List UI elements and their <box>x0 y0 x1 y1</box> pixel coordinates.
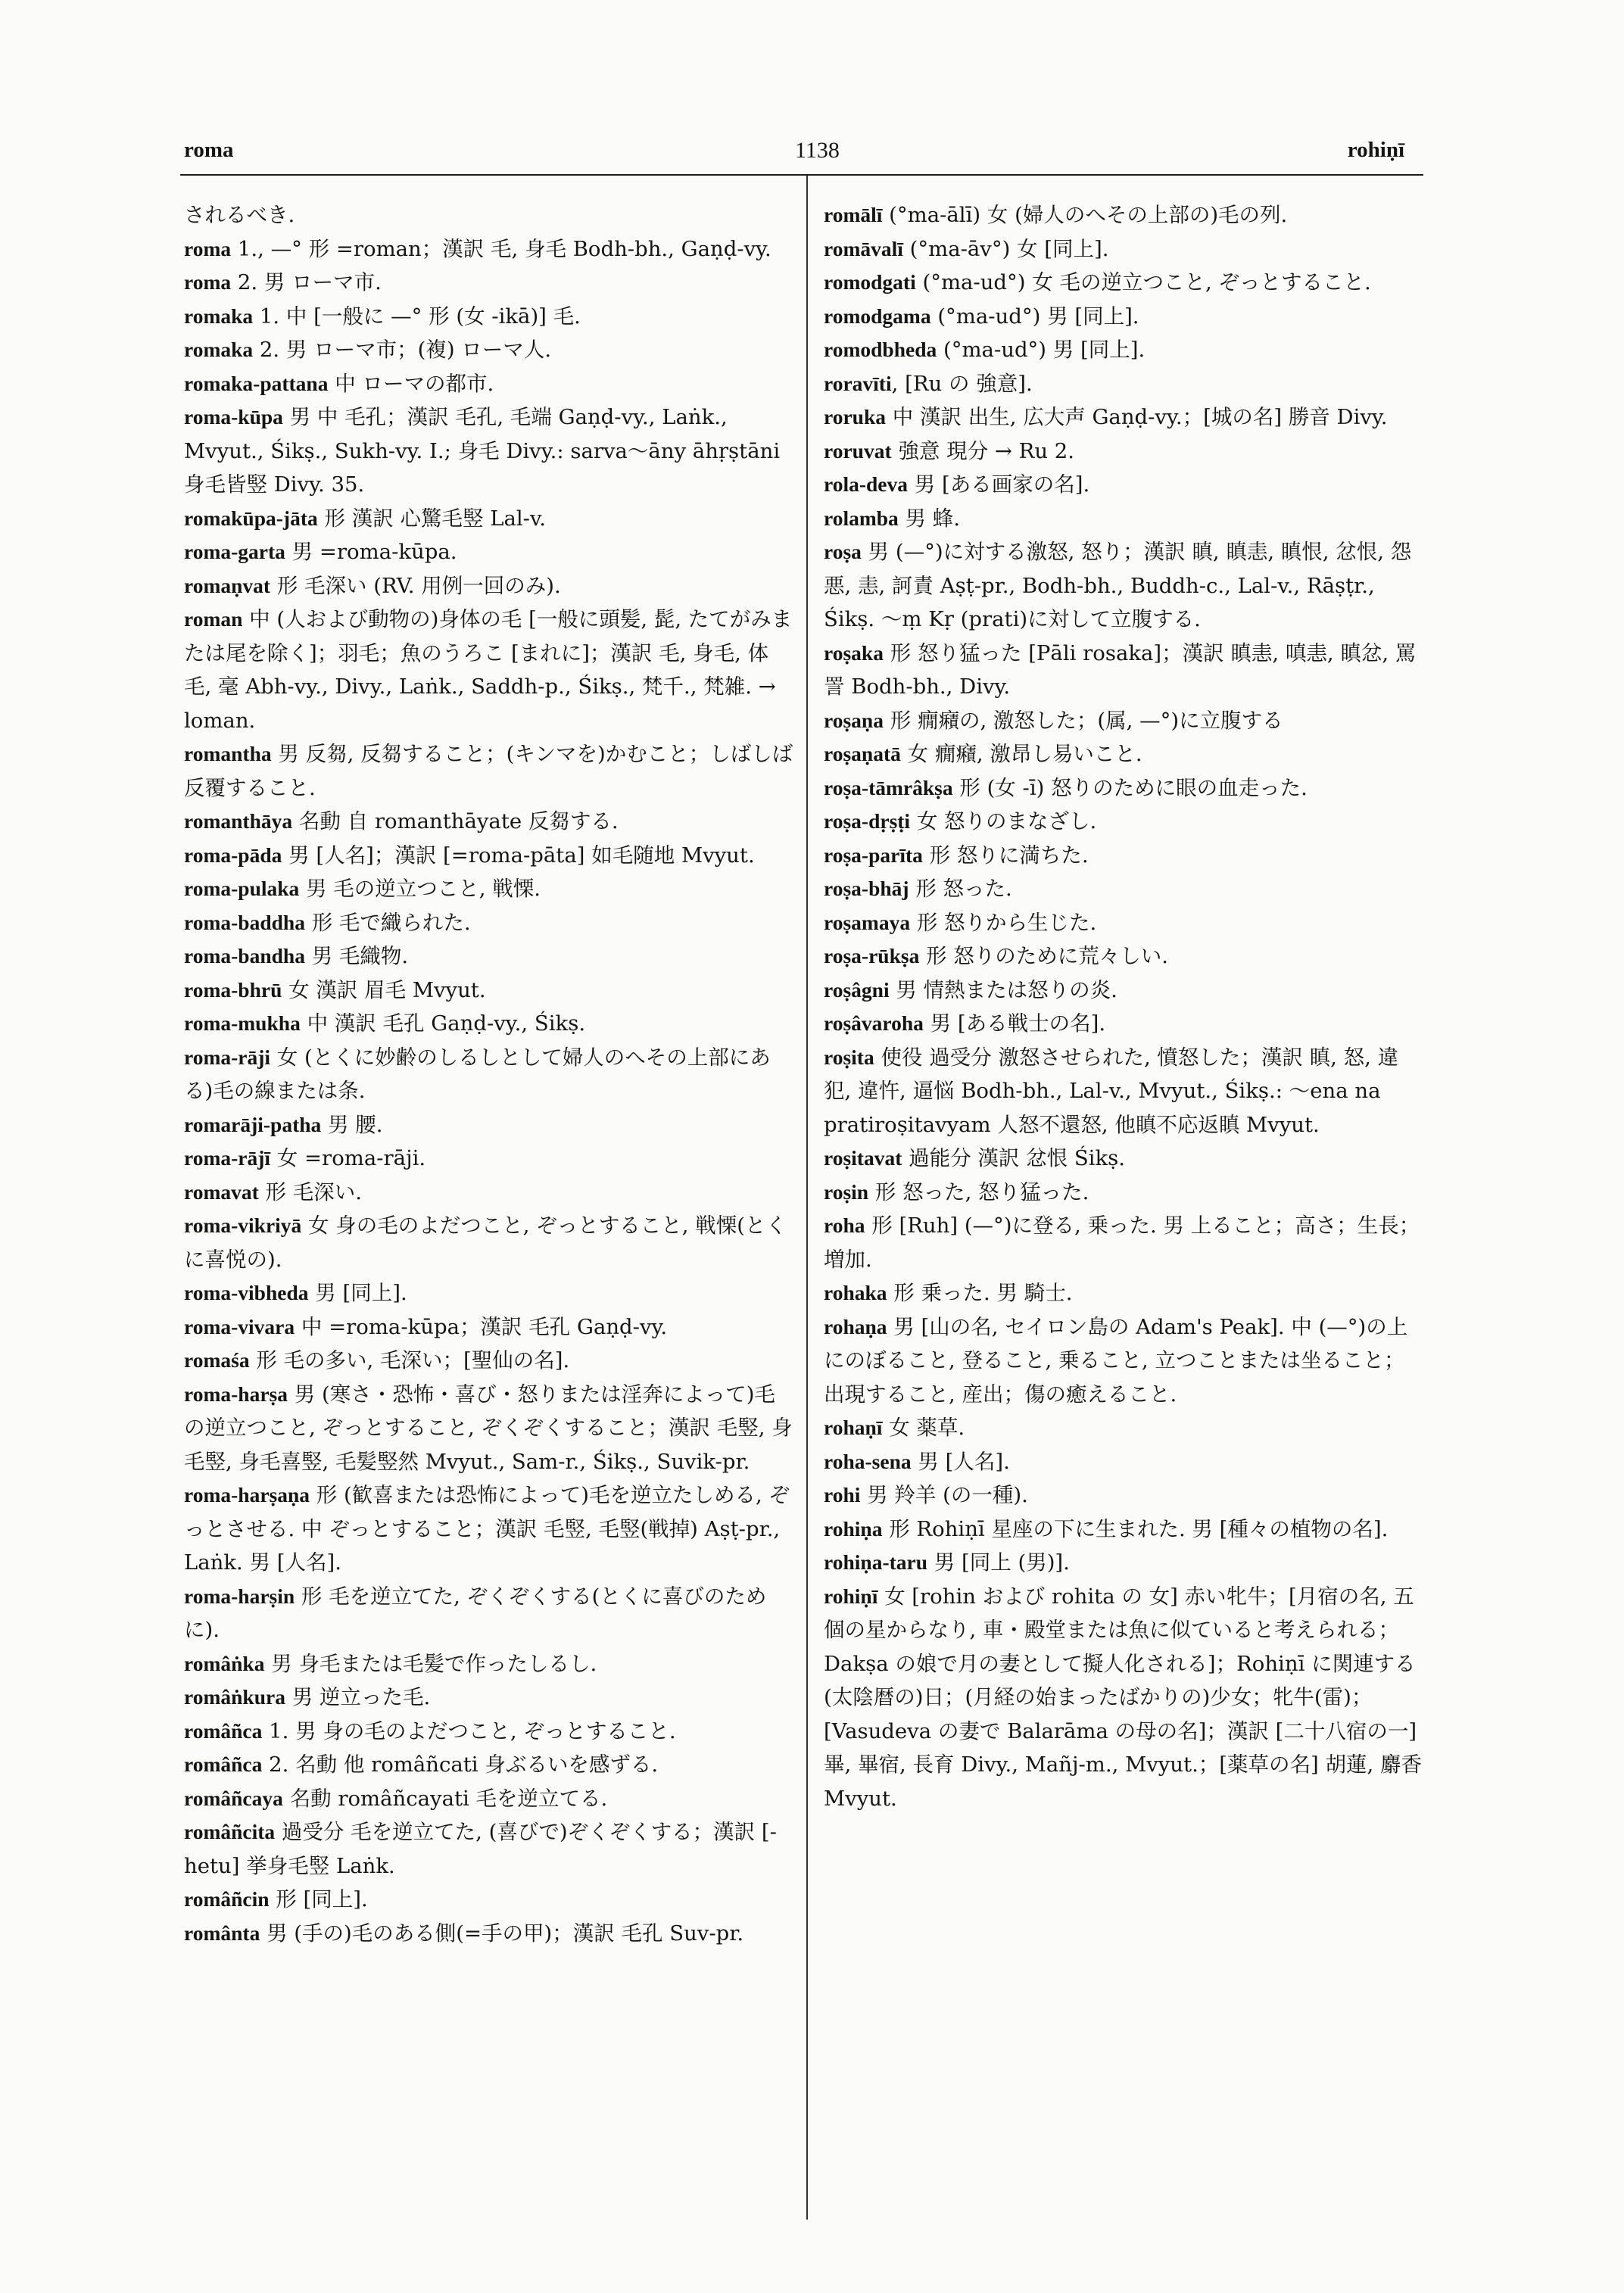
entry-headword: roma-bandha <box>184 944 305 967</box>
dictionary-entry <box>184 1041 793 1108</box>
entry-definition: 形 毛で織られた. <box>304 910 471 935</box>
entry-headword: romodgati <box>824 270 916 294</box>
entry-headword: romodgama <box>824 304 931 328</box>
entry-headword: roṣaṇa <box>824 708 884 732</box>
entry-definition: 男 =roma-kūpa. <box>285 540 457 564</box>
entry-definition: 女 漢訳 眉毛 Mvyut. <box>282 977 486 1002</box>
dictionary-entry <box>824 839 1423 873</box>
entry-definition: 形 毛深い (RV. 用例一回のみ). <box>270 573 561 598</box>
dictionary-entry <box>824 1546 1423 1580</box>
entry-definition: 中 漢訳 毛孔 Gaṇḍ-vy., Śikṣ. <box>300 1011 586 1036</box>
entry-headword: roṣa-bhāj <box>824 877 909 900</box>
entry-headword: roṣa-dṛṣṭi <box>824 809 911 833</box>
entry-definition: 形 [同上]. <box>269 1887 368 1911</box>
entry-definition: 女 (とくに妙齢のしるしとして婦人のへその上部にある)毛の線または条. <box>184 1045 771 1103</box>
dictionary-entry <box>184 1378 793 1479</box>
entry-headword: româñcaya <box>184 1786 283 1810</box>
entry-headword: româñca <box>184 1718 263 1743</box>
entry-headword: romarāji-patha <box>184 1112 322 1136</box>
entry-headword: roṣaṇatā <box>824 742 901 765</box>
left-column <box>184 198 793 1950</box>
entry-headword: rohaṇī <box>824 1416 883 1439</box>
dictionary-entry <box>824 1276 1423 1310</box>
entry-definition: 男 毛の逆立つこと, 戦慄. <box>299 877 541 901</box>
entry-headword: româṅka <box>184 1651 265 1675</box>
dictionary-entry <box>824 400 1423 435</box>
dictionary-entry <box>824 771 1423 805</box>
entry-definition: 過能分 漢訳 忿恨 Śikṣ. <box>902 1146 1125 1170</box>
entry-definition: 形 怒った, 怒り猛った. <box>868 1179 1089 1204</box>
dictionary-entry <box>824 906 1423 940</box>
dictionary-entry <box>184 1310 793 1344</box>
entry-headword: rohiṇa <box>824 1516 883 1541</box>
entry-definition: 男 情熱または怒りの炎. <box>889 977 1117 1002</box>
entry-definition: 形 [Ruh] (—°)に登る, 乗った. 男 上ること；高さ；生長；増加. <box>824 1213 1420 1272</box>
entry-headword: roruvat <box>824 438 892 463</box>
entry-definition: 男 中 毛孔；漢訳 毛孔, 毛端 Gaṇḍ-vy., Laṅk., Mvyut., Śikṣ., Sukh-vy. I.; 身毛 Divy.: sarva～āny āhṛṣtāni 身毛皆竪 Divy. 35. <box>184 405 781 497</box>
entry-headword: rohiṇa-taru <box>824 1550 928 1574</box>
entry-definition: 1. 中 [一般に —° 形 (女 -ikā)] 毛. <box>253 304 581 329</box>
entry-headword: roṣâvaroha <box>824 1011 924 1035</box>
dictionary-entry <box>824 1411 1423 1445</box>
dictionary-entry <box>184 1782 793 1816</box>
running-head-left: roma <box>184 138 234 162</box>
entry-headword: roman <box>184 607 243 631</box>
entry-definition: 女 =roma-rāji. <box>270 1146 426 1170</box>
entry-headword: roma-harṣa <box>184 1382 288 1406</box>
dictionary-entry <box>184 1647 793 1681</box>
entry-definition: 男 (—°)に対する激怒, 怒り；漢訳 瞋, 瞋恚, 瞋恨, 忿恨, 怨悪, 恚, 訶責 Aṣṭ-pr., Bodh-bh., Buddh-c., Lal-v., Rāṣṭr., Śikṣ. ～ṃ Kṛ (prati)に対して立腹する. <box>824 540 1412 631</box>
entry-definition: 過受分 毛を逆立てた, (喜びで)ぞくぞくする；漢訳 [-hetu] 挙身毛竪 Laṅk. <box>184 1820 777 1878</box>
entry-definition: 形 怒りから生じた. <box>910 910 1097 935</box>
entry-definition: 男 逆立った毛. <box>285 1685 431 1709</box>
dictionary-entry <box>184 872 793 906</box>
dictionary-entry <box>184 805 793 839</box>
entry-headword: roma-harṣaṇa <box>184 1483 310 1506</box>
dictionary-entry <box>184 1917 793 1951</box>
entry-headword: roma <box>184 236 232 260</box>
dictionary-entry <box>184 232 793 266</box>
entry-headword: roma-bhrū <box>184 977 282 1002</box>
entry-definition: 1. 男 身の毛のよだつこと, ぞっとすること. <box>262 1718 676 1743</box>
entry-headword: roṣa <box>824 540 862 563</box>
entry-headword: roma-rāji <box>184 1045 271 1069</box>
entry-definition: 男 [人名]；漢訳 [=roma-pāta] 如毛随地 Mvyut. <box>282 843 755 868</box>
entry-headword: roṣa-tāmrâkṣa <box>824 775 953 799</box>
dictionary-entry <box>824 266 1423 300</box>
dictionary-entry <box>824 974 1423 1008</box>
entry-definition: (°ma-ud°) 男 [同上]. <box>930 304 1139 329</box>
entry-definition: 2. 名動 他 româñcati 身ぶるいを感ずる. <box>262 1752 659 1777</box>
dictionary-entry <box>184 502 793 536</box>
page-number: 1138 <box>795 138 840 163</box>
entry-definition: 男 [人名]. <box>911 1449 1010 1474</box>
dictionary-entry <box>184 974 793 1008</box>
dictionary-entry <box>824 1209 1423 1276</box>
dictionary-entry <box>184 603 793 737</box>
entry-definition: 女 怒りのまなざし. <box>910 809 1097 833</box>
entry-definition: 男 [同上 (男)]. <box>927 1550 1070 1575</box>
entry-headword: roma-mukha <box>184 1011 301 1035</box>
entry-definition: , [Ru の 強意]. <box>891 371 1033 396</box>
dictionary-entry <box>824 198 1423 232</box>
dictionary-entry <box>824 1478 1423 1513</box>
entry-headword: roṣaka <box>824 640 884 665</box>
entry-headword: romantha <box>184 742 272 765</box>
entry-headword: roṣita <box>824 1045 874 1069</box>
entry-headword: roma-vibheda <box>184 1281 309 1304</box>
dictionary-entry <box>184 569 793 603</box>
dictionary-entry <box>184 1142 793 1176</box>
dictionary-entry <box>184 906 793 940</box>
entry-definition: 形 怒りに満ちた. <box>922 843 1089 868</box>
entry-definition: 男 身毛または毛髪で作ったしるし. <box>264 1651 597 1676</box>
entry-headword: roṣâgni <box>824 977 890 1002</box>
entry-headword: româṅkura <box>184 1685 285 1709</box>
entry-definition: 形 毛深い. <box>258 1179 363 1204</box>
dictionary-entry <box>184 1681 793 1715</box>
entry-definition: 2. 男 ローマ市. <box>231 270 382 294</box>
entry-definition: 使役 過受分 激怒させられた, 憤怒した；漢訳 瞋, 怒, 違犯, 違忤, 逼悩 Bodh-bh., Lal-v., Mvyut., Śikṣ.: ～ena na pratiroṣitavyam 人怒不還怒, 他瞋不応返瞋 Mvyut. <box>824 1045 1399 1137</box>
entry-headword: rohi <box>824 1483 861 1506</box>
dictionary-entry <box>184 1815 793 1883</box>
entry-definition: 形 怒りのために荒々しい. <box>919 944 1169 968</box>
dictionary-entry <box>184 300 793 334</box>
entry-definition: (°ma-ud°) 女 毛の逆立つこと, ぞっとすること. <box>915 270 1371 294</box>
dictionary-entry <box>184 939 793 974</box>
entry-headword: roma-garta <box>184 540 285 563</box>
entry-definition: 男 毛織物. <box>304 944 409 968</box>
entry-headword: româñcin <box>184 1887 270 1911</box>
entry-headword: romanthāya <box>184 809 293 833</box>
entry-definition: 中 =roma-kūpa；漢訳 毛孔 Gaṇḍ-vy. <box>295 1314 668 1339</box>
dictionary-entry <box>184 400 793 502</box>
entry-headword: romakūpa-jāta <box>184 506 318 530</box>
dictionary-entry <box>184 737 793 805</box>
dictionary-entry <box>184 839 793 873</box>
entry-headword: romāvalī <box>824 236 903 260</box>
entry-headword: roma <box>184 270 232 294</box>
dictionary-entry <box>824 1041 1423 1142</box>
entry-definition: 形 乗った. 男 騎士. <box>887 1281 1073 1305</box>
entry-headword: romavat <box>184 1179 259 1204</box>
entry-definition: 男 羚羊 (の一種). <box>860 1483 1028 1507</box>
dictionary-entry <box>184 535 793 569</box>
entry-headword: romaka-pattana <box>184 371 329 395</box>
entry-headword: românta <box>184 1921 260 1945</box>
entry-definition: されるべき. <box>184 203 295 227</box>
entry-definition: 形 怒った. <box>909 877 1012 901</box>
entry-definition: 名動 româñcayati 毛を逆立てる. <box>282 1786 608 1811</box>
entry-definition: 1., —° 形 =roman；漢訳 毛, 身毛 Bodh-bh., Gaṇḍ-vy. <box>231 236 771 261</box>
dictionary-entry <box>184 1007 793 1041</box>
dictionary-entry <box>824 805 1423 839</box>
dictionary-entry <box>824 468 1423 502</box>
dictionary-entry <box>824 1513 1423 1547</box>
entry-definition: 形 (女 -ī) 怒りのために眼の血走った. <box>952 775 1308 800</box>
dictionary-entry <box>824 535 1423 637</box>
entry-headword: roṣamaya <box>824 910 911 934</box>
dictionary-entry <box>824 872 1423 906</box>
dictionary-entry <box>184 1108 793 1142</box>
dictionary-entry <box>824 1176 1423 1210</box>
entry-headword: roma-pāda <box>184 843 282 867</box>
entry-definition: 中 ローマの都市. <box>328 371 494 396</box>
right-column <box>824 198 1423 1815</box>
entry-definition: 男 (寒さ・恐怖・喜び・怒りまたは淫奔によって)毛の逆立つこと, ぞっとすること, ぞくぞくすること；漢訳 毛竪, 身毛竪, 身毛喜竪, 毛髪竪然 Mvyut., Sam-r., Śikṣ., Suvik-pr. <box>184 1382 793 1474</box>
entry-definition: 男 [ある画家の名]. <box>908 472 1090 497</box>
dictionary-entry <box>824 737 1423 771</box>
dictionary-entry <box>184 266 793 300</box>
dictionary-entry <box>824 300 1423 334</box>
entry-definition: 女 癇癪, 激昂し易いこと. <box>900 742 1142 766</box>
dictionary-entry <box>824 1007 1423 1041</box>
dictionary-entry <box>184 333 793 367</box>
entry-definition: 女 身の毛のよだつこと, ぞっとすること, 戦慄(とくに喜悦の). <box>184 1213 787 1272</box>
entry-headword: romaka <box>184 338 254 361</box>
entry-headword: roma-vivara <box>184 1314 295 1338</box>
entry-headword: romaśa <box>184 1348 250 1372</box>
entry-headword: roma-pulaka <box>184 877 300 900</box>
dictionary-entry <box>184 1176 793 1210</box>
dictionary-entry <box>824 232 1423 266</box>
entry-definition: 形 漢訳 心驚毛竪 Lal-v. <box>317 506 546 531</box>
entry-definition: 男 [山の名, セイロン島の Adam's Peak]. 中 (—°)の上にのぼること, 登ること, 乗ること, 立つことまたは坐ること；出現すること, 産出；傷の癒えること. <box>824 1314 1408 1407</box>
dictionary-entry <box>184 1209 793 1276</box>
entry-headword: roṣa-parīta <box>824 843 923 867</box>
entry-headword: roma-harṣin <box>184 1584 295 1608</box>
entry-headword: roma-vikriyā <box>184 1213 302 1237</box>
dictionary-entry <box>824 704 1423 738</box>
dictionary-entry <box>184 1344 793 1378</box>
dictionary-entry <box>824 333 1423 367</box>
entry-headword: roha-sena <box>824 1449 912 1473</box>
entry-headword: roma-baddha <box>184 910 305 934</box>
dictionary-entry <box>824 1580 1423 1816</box>
entry-definition: 男 蜂. <box>898 506 961 531</box>
dictionary-entry <box>824 502 1423 536</box>
entry-definition: 男 [ある戦士の名]. <box>923 1011 1106 1036</box>
dictionary-entry <box>184 1478 793 1580</box>
entry-headword: româñca <box>184 1752 263 1776</box>
dictionary-entry <box>184 1715 793 1749</box>
entry-headword: româñcita <box>184 1820 276 1843</box>
entry-headword: roma-rājī <box>184 1146 271 1170</box>
entry-definition: 形 毛を逆立てた, ぞくぞくする(とくに喜びのために). <box>184 1584 767 1642</box>
dictionary-entry <box>824 1310 1423 1412</box>
entry-definition: 女 [rohin および rohita の 女] 赤い牝牛；[月宿の名, 五個の星からなり, 車・殿堂または魚に似ていると考えられる；Dakṣa の娘で月の妻として擬人化される]；Rohiṇī に関連する(太陰暦の)日；(月経の始まったばかりの)少女；牝牛(雷)；[Vasudeva の妻で Balarāma の母の名]；漢訳 [二十八宿の一] 畢, 畢宿, 長育 Divy., Mañj-m., Mvyut.；[薬草の名] 胡蓮, 麝香 Mvyut. <box>824 1584 1422 1811</box>
entry-headword: romālī <box>824 203 883 226</box>
dictionary-entry <box>184 367 793 401</box>
entry-headword: rola-deva <box>824 472 909 496</box>
dictionary-entry <box>184 1748 793 1782</box>
entry-headword: rohiṇī <box>824 1584 878 1608</box>
dictionary-entry <box>824 367 1423 401</box>
entry-headword: roruka <box>824 405 887 428</box>
entry-headword: roṣin <box>824 1179 869 1204</box>
dictionary-entry <box>184 1276 793 1310</box>
entry-definition: 形 癇癪の, 激怒した；(属, —°)に立腹する <box>883 708 1283 733</box>
header-rule <box>180 174 1423 176</box>
entry-definition: 中 (人および動物の)身体の毛 [一般に頭髪, 髭, たてがみまたは尾を除く]；羽毛；魚のうろこ [まれに]；漢訳 毛, 身毛, 体毛, 毫 Abh-vy., Divy., Laṅk., Saddh-p., Śikṣ., 梵千., 梵雑. → loman. <box>184 607 793 733</box>
entry-headword: romaṇvat <box>184 573 271 597</box>
column-rule <box>806 176 808 2220</box>
entry-definition: 男 (手の)毛のある側(=手の甲)；漢訳 毛孔 Suv-pr. <box>260 1921 744 1946</box>
entry-headword: roṣitavat <box>824 1146 902 1170</box>
entry-headword: roṣa-rūkṣa <box>824 944 920 967</box>
dictionary-entry <box>824 939 1423 974</box>
entry-definition: 形 怒り猛った [Pāli rosaka]；漢訳 瞋恚, 嗔恚, 瞋忿, 罵詈 Bodh-bh., Divy. <box>824 640 1417 699</box>
entry-definition: 形 (歓喜または恐怖によって)毛を逆立たしめる, ぞっとさせる. 中 ぞっとすること；漢訳 毛竪, 毛竪(戦掉) Aṣṭ-pr., Laṅk. 男 [人名]. <box>184 1483 790 1575</box>
entry-definition: 名動 自 romanthāyate 反芻する. <box>292 809 619 833</box>
entry-definition: (°ma-ālī) 女 (婦人のへその上部の)毛の列. <box>882 203 1288 227</box>
dictionary-entry <box>824 637 1423 704</box>
dictionary-entry <box>184 1580 793 1647</box>
dictionary-entry <box>824 1445 1423 1479</box>
dictionary-entry <box>184 1883 793 1917</box>
entry-definition: 女 薬草. <box>882 1416 965 1440</box>
entry-headword: rolamba <box>824 506 899 530</box>
dictionary-entry <box>824 435 1423 469</box>
entry-headword: romodbheda <box>824 338 937 361</box>
entry-definition: 形 毛の多い, 毛深い；[聖仙の名]. <box>249 1348 570 1372</box>
entry-definition: 形 Rohiṇī 星座の下に生まれた. 男 [種々の植物の名]. <box>882 1516 1389 1541</box>
entry-headword: roravīti <box>824 371 892 395</box>
dictionary-entry <box>184 198 793 232</box>
dictionary-entry <box>824 1142 1423 1176</box>
running-head-right: rohiṇī <box>1347 138 1404 162</box>
entry-definition: (°ma-ud°) 男 [同上]. <box>937 338 1146 362</box>
entry-headword: roha <box>824 1213 865 1237</box>
entry-definition: 2. 男 ローマ市；(複) ローマ人. <box>253 338 552 362</box>
entry-definition: 男 反芻, 反芻すること；(キンマを)かむこと；しばしば反覆すること. <box>184 742 793 800</box>
entry-headword: romaka <box>184 304 254 328</box>
entry-headword: rohaka <box>824 1281 887 1304</box>
entry-definition: 強意 現分 → Ru 2. <box>891 438 1075 463</box>
entry-definition: 男 [同上]. <box>308 1281 407 1305</box>
entry-headword: roma-kūpa <box>184 405 283 428</box>
entry-definition: 男 腰. <box>321 1112 383 1137</box>
entry-definition: (°ma-āv°) 女 [同上]. <box>902 236 1109 261</box>
entry-headword: rohaṇa <box>824 1314 887 1338</box>
entry-definition: 中 漢訳 出生, 広大声 Gaṇḍ-vy.；[城の名] 勝音 Divy. <box>886 405 1388 429</box>
